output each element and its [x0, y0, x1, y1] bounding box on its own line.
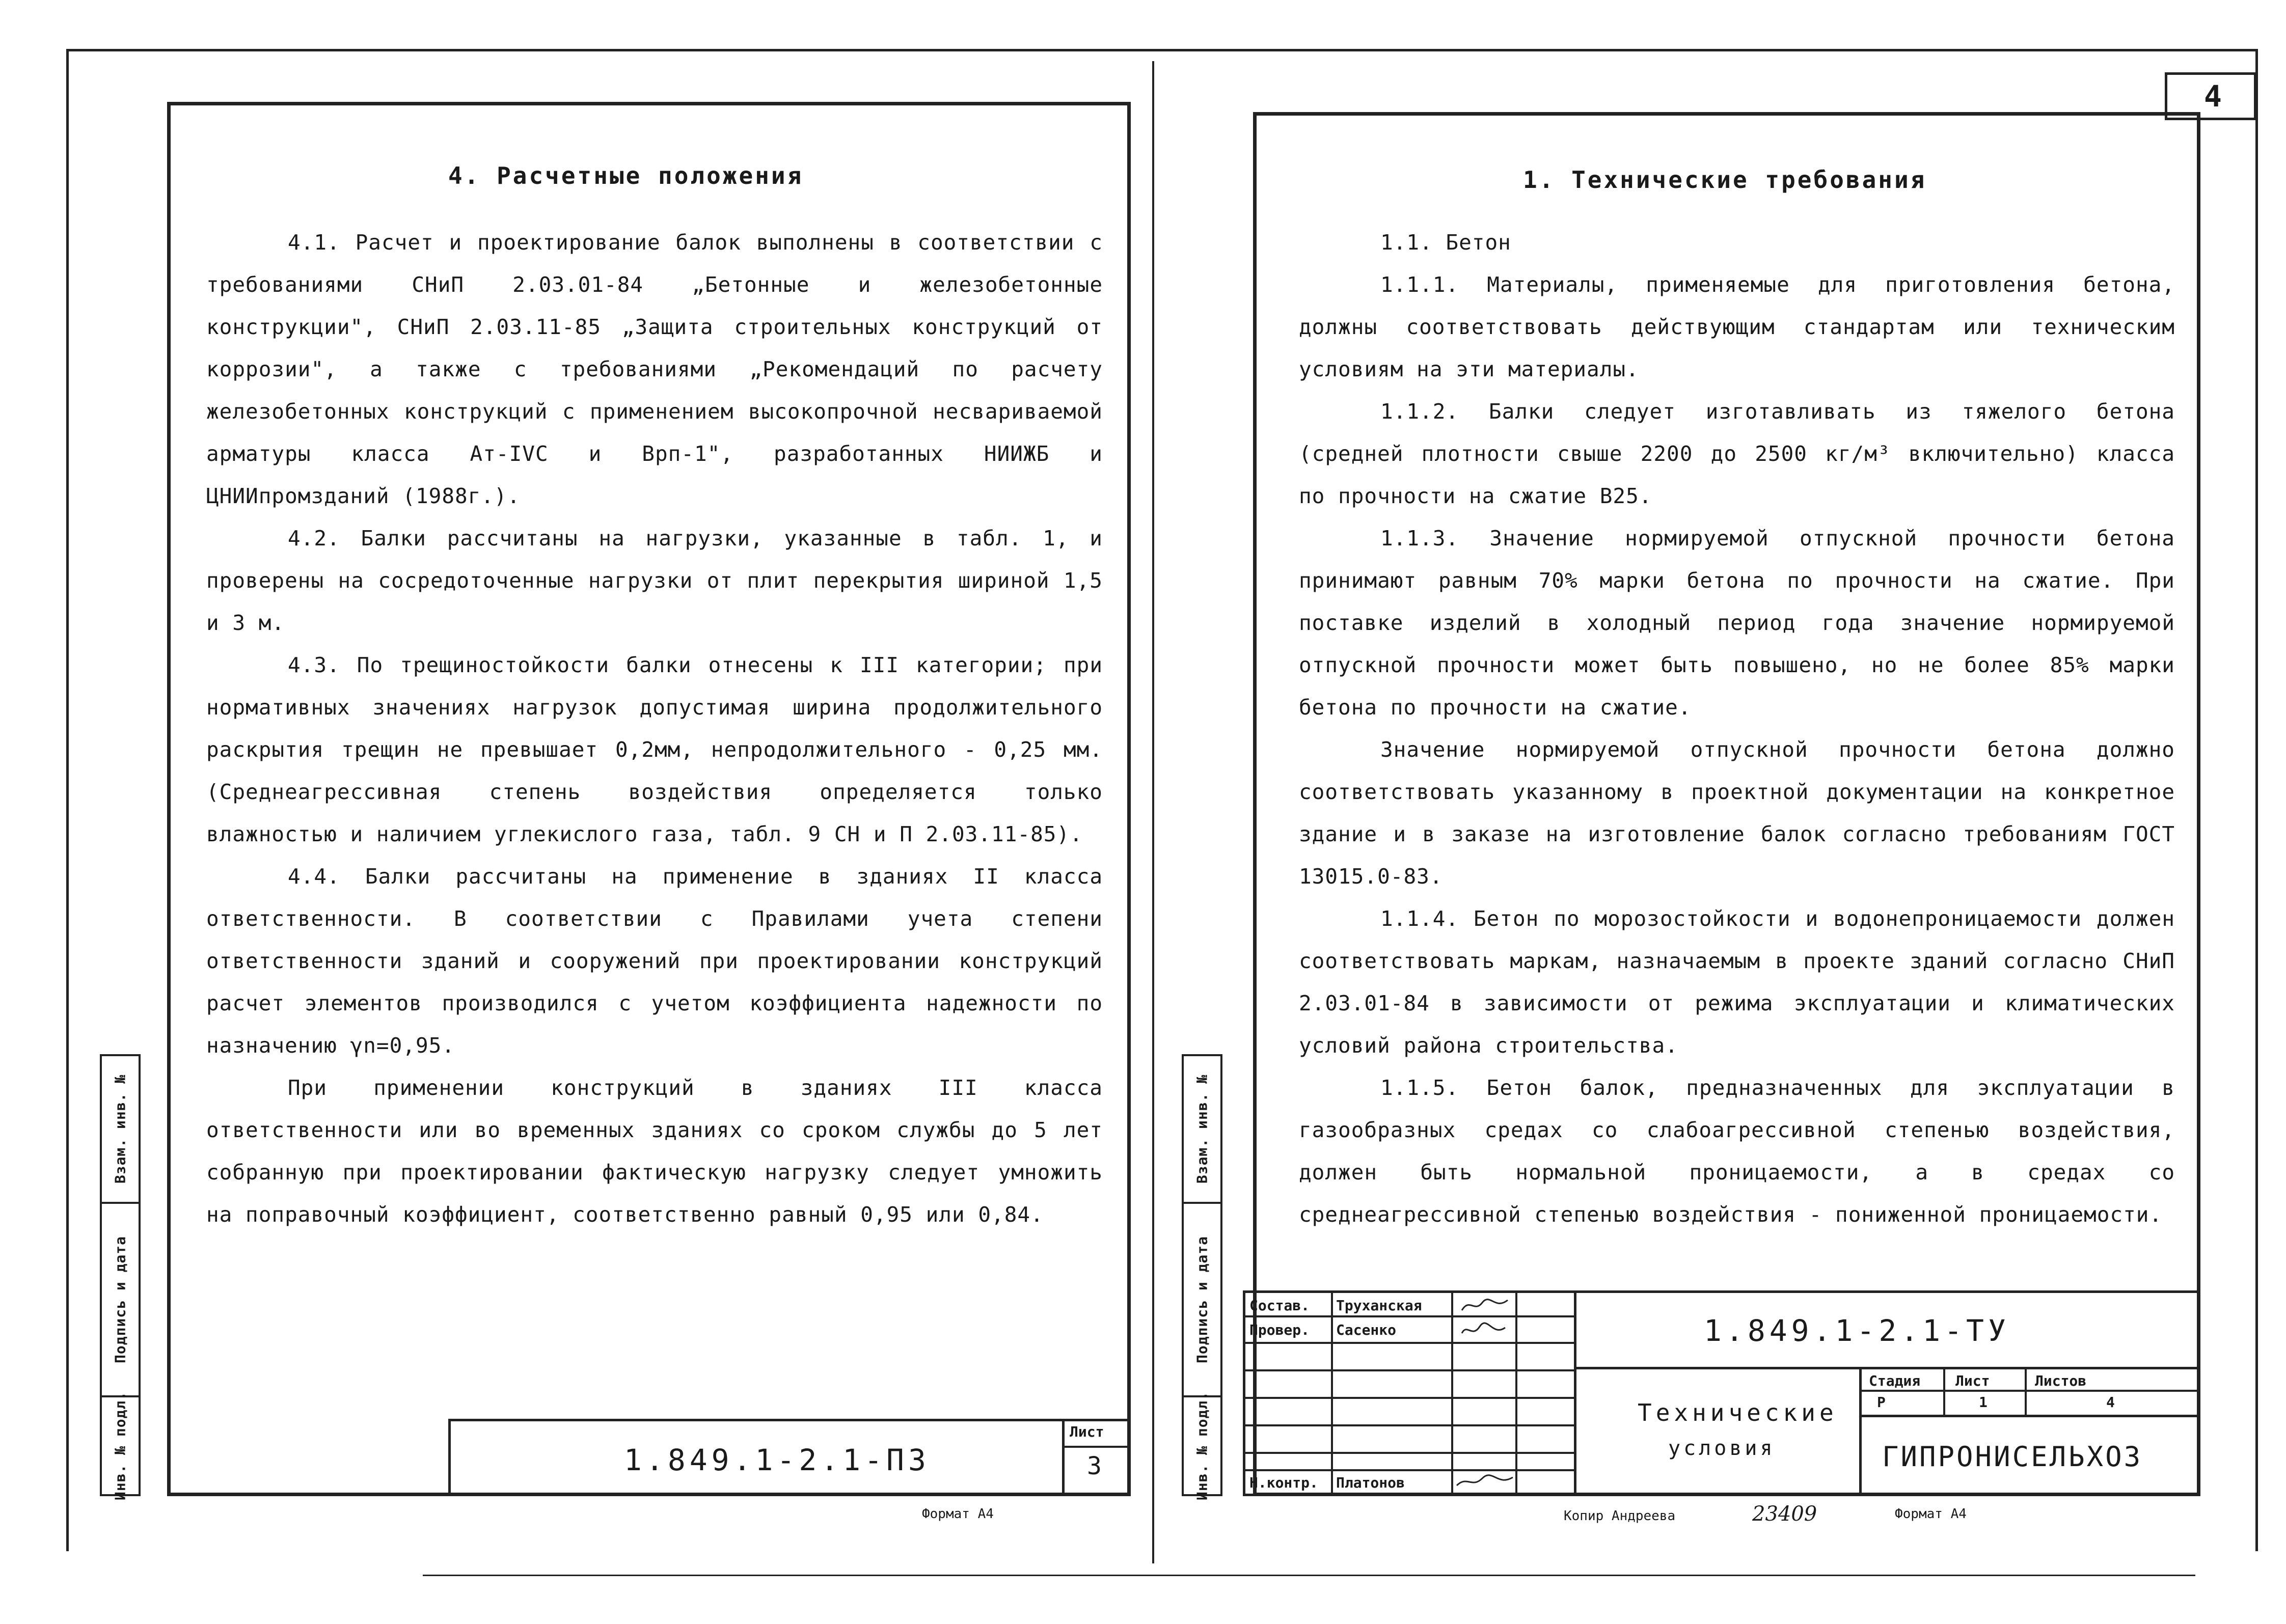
left-sheet-divider: [1065, 1446, 1131, 1448]
tb-doc-title: [1576, 1369, 1862, 1494]
tb-organization: ГИПРОНИСЕЛЬХОЗ: [1882, 1441, 2143, 1473]
right-page-title: 1. Технические требования: [1523, 166, 1927, 194]
left-paragraph-4-2: 4.2. Балки рассчитаны на нагрузки, указанные в табл. 1, и проверены на сосредоточенные нагрузки от плит перекрытия шириной 1,5 и 3 м.: [206, 526, 1103, 635]
bottom-copyist-note: Копир Андреева: [1564, 1508, 1676, 1524]
right-paragraph-1-1-2: 1.1.2. Балки следует изготавливать из тяжелого бетона (средней плотности свыше 2200 до 2500 кг/м³ включительно) класса по прочности на сжатие В25.: [1299, 399, 2175, 508]
right-paragraph-1-1: 1.1. Бетон: [1380, 230, 1511, 255]
left-sheet-box: [1062, 1421, 1128, 1494]
signature-mark-3: [1454, 1471, 1515, 1492]
sheet-top-border: [66, 49, 2256, 51]
stamp-name-compiled: Труханская: [1336, 1297, 1422, 1314]
left-sheet-number: 3: [1087, 1452, 1102, 1480]
right-paragraph-1-1-4: 1.1.4. Бетон по морозостойкости и водонепроницаемости должен соответствовать маркам, назначаемым в проекте зданий согласно СНиП 2.03.01-84 в зависимости от режима эксплуатации и климатических условий района строительства.: [1299, 906, 2175, 1058]
left-doc-code: 1.849.1-2.1-ПЗ: [624, 1443, 930, 1477]
left-paragraph-4-4-note: При применении конструкций в зданиях III класса ответственности или во временных зданиях со сроком службы до 5 лет собранную при проектировании фактическую нагрузку следует умножить на поправочный коэффициент, соответственно равный 0,95 или 0,84.: [206, 1076, 1103, 1227]
stamp-role-compiled: Состав.: [1249, 1297, 1310, 1314]
tb-header-stage: Стадия: [1869, 1372, 1921, 1389]
right-paragraph-1-1-3-note: Значение нормируемой отпускной прочности бетона должно соответствовать указанному в проектной документации на конкретное здание и в заказе на изготовление балок согласно требованиям ГОСТ 13015.0-83.: [1299, 737, 2175, 889]
side-cell-inventory: [102, 1056, 139, 1204]
right-paragraph-1-1-3: 1.1.3. Значение нормируемой отпускной прочности бетона принимают равным 70% марки бетона по прочности на сжатие. При поставке изделий в холодный период года значение нормируемой отпускной прочности может быть повышено, но не более 85% марки бетона по прочности на сжатие.: [1299, 526, 2175, 720]
left-paragraph-4-3: 4.3. По трещиностойкости балки отнесены к III категории; при нормативных значениях нагрузок допустимая ширина продолжительного раскрытия трещин не превышает 0,2мм, непродолжительного - 0,25 мм. (Среднеагрессивная степень воздействия определяется только влажностью и наличием углекислого газа, табл. 9 СН и П 2.03.11-85).: [206, 653, 1103, 846]
signature-mark-2: [1459, 1320, 1510, 1341]
side-cell-original: [102, 1391, 139, 1501]
sheet-bottom-line: [423, 1575, 2195, 1576]
sheet-fold-line: [1152, 61, 1154, 1563]
sheet-left-border: [66, 49, 69, 1551]
left-side-stamp: [100, 1054, 141, 1501]
right-page-body: [1299, 222, 2175, 1236]
tb-stage-grid: [1862, 1369, 2198, 1417]
stamp-name-control: Платонов: [1336, 1474, 1405, 1491]
side-label-inventory: Взам. инв. №: [112, 1074, 129, 1184]
left-page-body: [206, 222, 1103, 1236]
right-paragraph-1-1-5: 1.1.5. Бетон балок, предназначенных для эксплуатации в газообразных средах со слабоагрессивной степенью воздействия, должен быть нормальной проницаемости, а в средах со среднеагрессивной степенью воздействия - пониженной проницаемости.: [1299, 1076, 2175, 1227]
side-cell-inventory-r: [1184, 1056, 1220, 1204]
doc-title-line2: условия: [1668, 1437, 1776, 1460]
left-paragraph-4-4: 4.4. Балки рассчитаны на применение в зданиях II класса ответственности. В соответствии с Правилами учета степени ответственности зданий и сооружений при проектировании конструкций расчет элементов производился с учетом коэффициента надежности по назначению γn=0,95.: [206, 864, 1103, 1058]
side-cell-signature-r: [1184, 1204, 1220, 1397]
right-format-label: Формат А4: [1895, 1506, 1967, 1522]
left-sheet-label: Лист: [1070, 1423, 1104, 1440]
tb-header-sheet: Лист: [1955, 1372, 1990, 1389]
left-format-label: Формат А4: [922, 1506, 994, 1522]
tb-value-stage: Р: [1877, 1394, 1886, 1411]
stamp-role-checked: Провер.: [1249, 1322, 1310, 1338]
side-label-inventory-r: Взам. инв. №: [1193, 1074, 1211, 1184]
right-doc-code: 1.849.1-2.1-ТУ: [1704, 1313, 2010, 1348]
tb-header-sheets: Листов: [2035, 1372, 2087, 1389]
doc-title-line1: Технические: [1638, 1399, 1838, 1426]
right-title-block: [1243, 1290, 2200, 1496]
inventory-number: 23409: [1752, 1502, 1817, 1526]
tb-value-sheets: 4: [2106, 1394, 2115, 1411]
tb-value-sheet: 1: [1979, 1394, 1988, 1411]
side-cell-signature: [102, 1204, 139, 1397]
side-label-signature: Подпись и дата: [112, 1235, 129, 1364]
right-paragraph-1-1-1: 1.1.1. Материалы, применяемые для приготовления бетона, должны соответствовать действующим стандартам или техническим условиям на эти материалы.: [1299, 272, 2175, 381]
side-label-signature-r: Подпись и дата: [1193, 1235, 1211, 1364]
tb-code-row: [1576, 1293, 2198, 1369]
signature-mark-1: [1459, 1295, 1510, 1315]
side-label-original: Инв. № подл.: [112, 1391, 129, 1501]
side-cell-original-r: [1184, 1391, 1220, 1501]
left-paragraph-4-1: 4.1. Расчет и проектирование балок выполнены в соответствии с требованиями СНиП 2.03.01-84 „Бетонные и железобетонные конструкции", СНиП 2.03.11-85 „Защита строительных конструкций от коррозии", а также с требованиями „Рекомендаций по расчету железобетонных конструкций с применением высокопрочной несвариваемой арматуры класса Ат-IVC и Врп-1", разработанных НИИЖБ и ЦНИИпромзданий (1988г.).: [206, 230, 1103, 508]
side-label-original-r: Инв. № подл.: [1193, 1391, 1211, 1501]
sheet-right-border: [2255, 49, 2258, 1551]
page-number: 4: [2204, 79, 2222, 114]
stamp-name-checked: Сасенко: [1336, 1322, 1397, 1338]
signature-grid: [1245, 1293, 1576, 1494]
left-page-title: 4. Расчетные положения: [448, 162, 804, 189]
right-side-stamp: [1182, 1054, 1222, 1501]
left-stamp: [448, 1419, 1131, 1496]
stamp-role-control: Н.контр.: [1249, 1474, 1318, 1491]
